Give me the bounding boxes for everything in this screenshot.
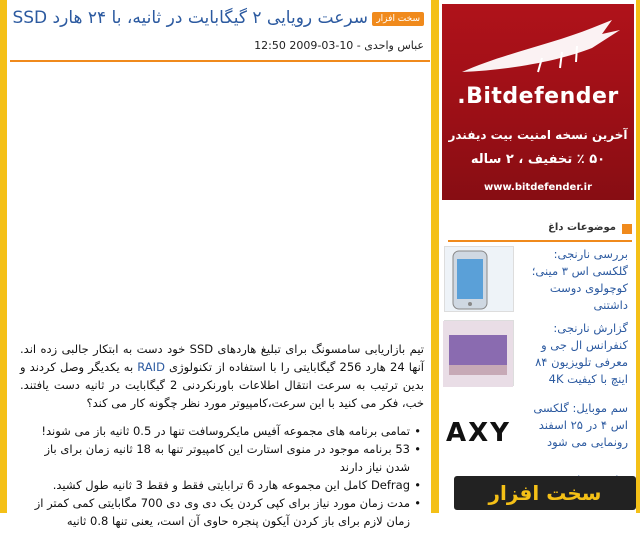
galaxy-logo-text: AXY xyxy=(446,418,511,448)
hot-topic-item[interactable] xyxy=(440,400,636,468)
page-frame-right xyxy=(636,0,640,513)
ad-brand: Bitdefender. xyxy=(457,84,619,109)
phone-thumbnail xyxy=(444,246,514,312)
article-intro xyxy=(20,340,424,412)
bitdefender-ad-banner[interactable] xyxy=(442,4,634,200)
hot-topics-heading xyxy=(448,222,632,242)
wolf-logo-icon xyxy=(442,14,634,84)
ad-discount: ۵۰ ٪ تخفیف ، ۲ ساله xyxy=(470,152,606,167)
sidebar xyxy=(440,0,636,513)
page-frame-divider xyxy=(431,0,439,513)
conference-thumbnail xyxy=(444,320,514,386)
title-row xyxy=(8,8,424,34)
feature-list xyxy=(20,422,424,530)
hot-topic-item[interactable] xyxy=(440,246,636,314)
list-item: • مدت زمان مورد نیاز برای کپی کردن یک دی وی دی 700 مگابایتی کمی کمتر از زمان لازم برای باز کردن آیکون پنجره حاوی آن است، یعنی تنها 0.8 ثانیه xyxy=(20,494,410,530)
hot-topic-link[interactable]: گزارش نارنجی: کنفرانس ال جی و معرفی تلویزیون ۸۴ اینچ با کیفیت 4K xyxy=(535,321,628,386)
post-meta: عباس واحدی - 10-03-2009 12:50 xyxy=(254,39,424,52)
galaxy-logo-thumbnail xyxy=(444,400,514,466)
title-divider xyxy=(10,60,430,62)
intro-text-a: تیم بازاریابی سامسونگ برای تبلیغ هاردهای SSD خود دست به ابتکار جالبی زده اند. آنها 24 هارد 256 گیگابایتی را با استفاده از تکنولوژی xyxy=(20,342,424,374)
raid-link[interactable]: RAID xyxy=(137,360,165,374)
post-title[interactable]: سرعت رویایی ۲ گیگابایت در ثانیه، با ۲۴ هارد SSD xyxy=(12,8,368,28)
article-body xyxy=(20,340,424,530)
hot-topic-item[interactable] xyxy=(440,320,636,388)
ad-headline: آخرین نسخه امنیت بیت دیفندر xyxy=(448,128,628,142)
hot-topics-title: موضوعات داغ xyxy=(548,222,616,233)
hot-topic-link[interactable]: بررسی نارنجی: گلکسی اس ۳ مینی؛ کوچولوی دوست داشتنی xyxy=(531,247,628,312)
list-item: • 53 برنامه موجود در منوی استارت این کامپیوتر تنها به 18 ثانیه زمان برای باز شدن نیاز دارند xyxy=(20,440,410,476)
page-frame-left xyxy=(0,0,7,513)
list-item: • تمامی برنامه های مجموعه آفیس مایکروسافت تنها در 0.5 ثانیه باز می شوند! xyxy=(20,422,410,440)
site-watermark-logo: سخت افزار xyxy=(454,476,636,510)
ad-url: www.bitdefender.ir xyxy=(483,182,593,193)
square-bullet-icon xyxy=(622,224,632,234)
intro-text-b: به یکدیگر وصل کردند و بدین ترتیب به سرعت انتقال اطلاعات باورنکردنی 2 گیگابایت در ثانیه دست یافتند. خب، فکر می کنید با این سرعت،کامپیوتر مورد نظر چگونه کار می کند؟ xyxy=(20,360,424,410)
category-badge[interactable]: سخت افزار xyxy=(372,12,424,26)
hot-topic-link[interactable]: سم موبایل: گلکسی اس ۴ در ۲۵ اسفند رونمایی می شود xyxy=(533,401,628,449)
list-item: • Defrag کامل این مجموعه هارد 6 ترابایتی فقط و فقط 3 ثانیه طول کشید. xyxy=(20,476,410,494)
article-column xyxy=(8,0,430,528)
